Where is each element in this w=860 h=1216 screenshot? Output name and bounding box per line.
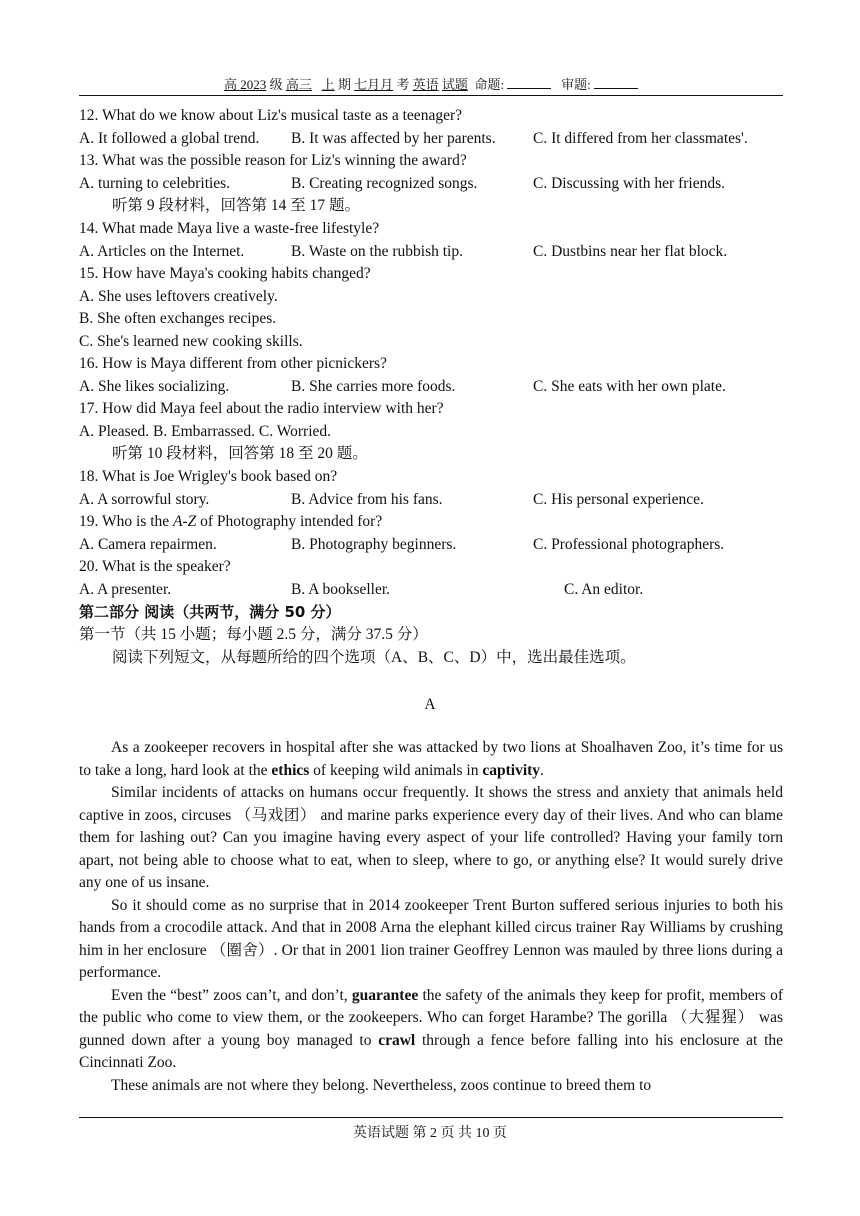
question-15: 15. How have Maya's cooking habits changed? xyxy=(79,265,371,282)
reading-instruction: 阅读下列短文，从每题所给的四个选项（A、B、C、D）中，选出最佳选项。 xyxy=(112,649,636,666)
section-2-heading: 第二部分 阅读（共两节，满分 50 分） xyxy=(79,603,341,621)
q12-option-c: C. It differed from her classmates'. xyxy=(533,130,748,147)
q16-option-a: A. She likes socializing. xyxy=(79,378,230,395)
author-blank xyxy=(507,76,551,89)
q19-option-a: A. Camera repairmen. xyxy=(79,536,217,553)
header-term: 上 xyxy=(321,77,335,92)
question-16: 16. How is Maya different from other picnickers? xyxy=(79,355,387,372)
q16-option-b: B. She carries more foods. xyxy=(291,378,456,395)
listening-instruction-10: 听第 10 段材料，回答第 18 至 20 题。 xyxy=(112,445,368,462)
header-class: 高三 xyxy=(285,77,312,92)
page-footer: 英语试题 第 2 页 共 10 页 xyxy=(353,1126,507,1141)
p1-text-d: . xyxy=(540,761,544,779)
footer-rule xyxy=(79,1117,783,1118)
keyword-crawl: crawl xyxy=(378,1031,416,1049)
header-reviewer-label: 审题: xyxy=(561,77,591,92)
passage-title: A xyxy=(424,696,436,713)
q15-option-c: C. She's learned new cooking skills. xyxy=(79,333,303,350)
q15-option-a: A. She uses leftovers creatively. xyxy=(79,288,278,305)
listening-instruction-9: 听第 9 段材料，回答第 14 至 17 题。 xyxy=(112,197,361,214)
question-12: 12. What do we know about Liz's musical taste as a teenager? xyxy=(79,107,462,124)
header-grade: 高 2023 xyxy=(224,77,267,92)
passage-paragraph-2: Similar incidents of attacks on humans occur frequently. It shows the stress and anxiety that animals held captive in zoos, circuses （马戏团） and marine parks experience every day of their lives. And who can blame them for lashing out? Can you imagine having every aspect of your life controlled? Having your family torn apart, not being able to choose what to eat, when to sleep, where to go, or anything else? It would surely drive any one of us insane. xyxy=(79,784,783,891)
keyword-ethics: ethics xyxy=(271,761,310,779)
question-13: 13. What was the possible reason for Liz's winning the award? xyxy=(79,152,467,169)
header-level-word: 级 xyxy=(269,77,283,92)
question-18: 18. What is Joe Wrigley's book based on? xyxy=(79,468,338,485)
q19-title-em: A-Z xyxy=(173,513,197,530)
question-17: 17. How did Maya feel about the radio interview with her? xyxy=(79,400,444,417)
p4-text-c: the safety of the animals they keep for profit, members of the public who come to view them, or the zookeepers. Who can forget Harambe? The gorilla （大猩猩） was gunned down after a young boy managed to xyxy=(79,986,784,1049)
passage-paragraph-5: These animals are not where they belong. Nevertheless, zoos continue to breed them to xyxy=(111,1076,652,1094)
q19-text-post: of Photography intended for? xyxy=(196,513,383,530)
header-month: 七月月 xyxy=(354,77,394,92)
q19-option-b: B. Photography beginners. xyxy=(291,536,457,553)
q13-option-c: C. Discussing with her friends. xyxy=(533,175,726,192)
header-author-label: 命题: xyxy=(474,77,505,92)
header-exam-word: 考 xyxy=(396,77,410,92)
p1-text-a: As a zookeeper recovers in hospital after she was attacked by two lions at Shoalhaven Zoo, it’s time for us to take a long, hard look at the xyxy=(79,739,783,779)
header-rule xyxy=(79,95,783,96)
passage-paragraph-1 xyxy=(79,737,783,782)
q19-option-c: C. Professional photographers. xyxy=(533,536,725,553)
keyword-captivity: captivity xyxy=(482,761,541,779)
header-subject: 英语 xyxy=(412,77,439,92)
question-14: 14. What made Maya live a waste-free lifestyle? xyxy=(79,220,380,237)
question-20: 20. What is the speaker? xyxy=(79,558,231,575)
header-paper: 试题 xyxy=(441,77,468,92)
q13-option-b: B. Creating recognized songs. xyxy=(291,175,478,192)
header-term-word: 期 xyxy=(337,77,351,92)
q14-option-a: A. Articles on the Internet. xyxy=(79,243,245,260)
q13-option-a: A. turning to celebrities. xyxy=(79,175,231,192)
p4-text-a: Even the “best” zoos can’t, and don’t, xyxy=(111,986,352,1004)
q20-option-b: B. A bookseller. xyxy=(291,581,391,598)
q18-option-b: B. Advice from his fans. xyxy=(291,491,443,508)
passage-paragraph-4 xyxy=(79,985,783,1075)
q18-option-c: C. His personal experience. xyxy=(533,491,704,508)
keyword-guarantee: guarantee xyxy=(351,986,419,1004)
passage-paragraph-3: So it should come as no surprise that in 2014 zookeeper Trent Burton suffered serious injuries to both his hands from a crocodile attack. And that in 2008 Arna the elephant killed circus trainer Ray Williams by crushing him in her enclosure （圈舍）. Or that in 2001 lion trainer Geoffrey Lennon was mauled by three lions during a performance. xyxy=(79,896,783,981)
question-19 xyxy=(79,511,382,533)
passage-a xyxy=(79,737,783,1097)
p1-text-c: of keeping wild animals in xyxy=(309,761,483,779)
q20-option-c: C. An editor. xyxy=(564,581,644,598)
page-header xyxy=(79,76,783,94)
section-2-subheading: 第一节（共 15 小题；每小题 2.5 分，满分 37.5 分） xyxy=(79,626,428,643)
q12-option-b: B. It was affected by her parents. xyxy=(291,130,496,147)
q14-option-c: C. Dustbins near her flat block. xyxy=(533,243,728,260)
q18-option-a: A. A sorrowful story. xyxy=(79,491,210,508)
q12-option-a: A. It followed a global trend. xyxy=(79,130,260,147)
q17-options: A. Pleased. B. Embarrassed. C. Worried. xyxy=(79,423,332,440)
q16-option-c: C. She eats with her own plate. xyxy=(533,378,726,395)
q19-text-pre: 19. Who is the xyxy=(79,513,173,530)
q20-option-a: A. A presenter. xyxy=(79,581,172,598)
p4-text-d: through a fence before falling into his enclosure at the Cincinnati Zoo. xyxy=(79,1031,784,1071)
q14-option-b: B. Waste on the rubbish tip. xyxy=(291,243,463,260)
q15-option-b: B. She often exchanges recipes. xyxy=(79,310,277,327)
reviewer-blank xyxy=(594,76,638,89)
